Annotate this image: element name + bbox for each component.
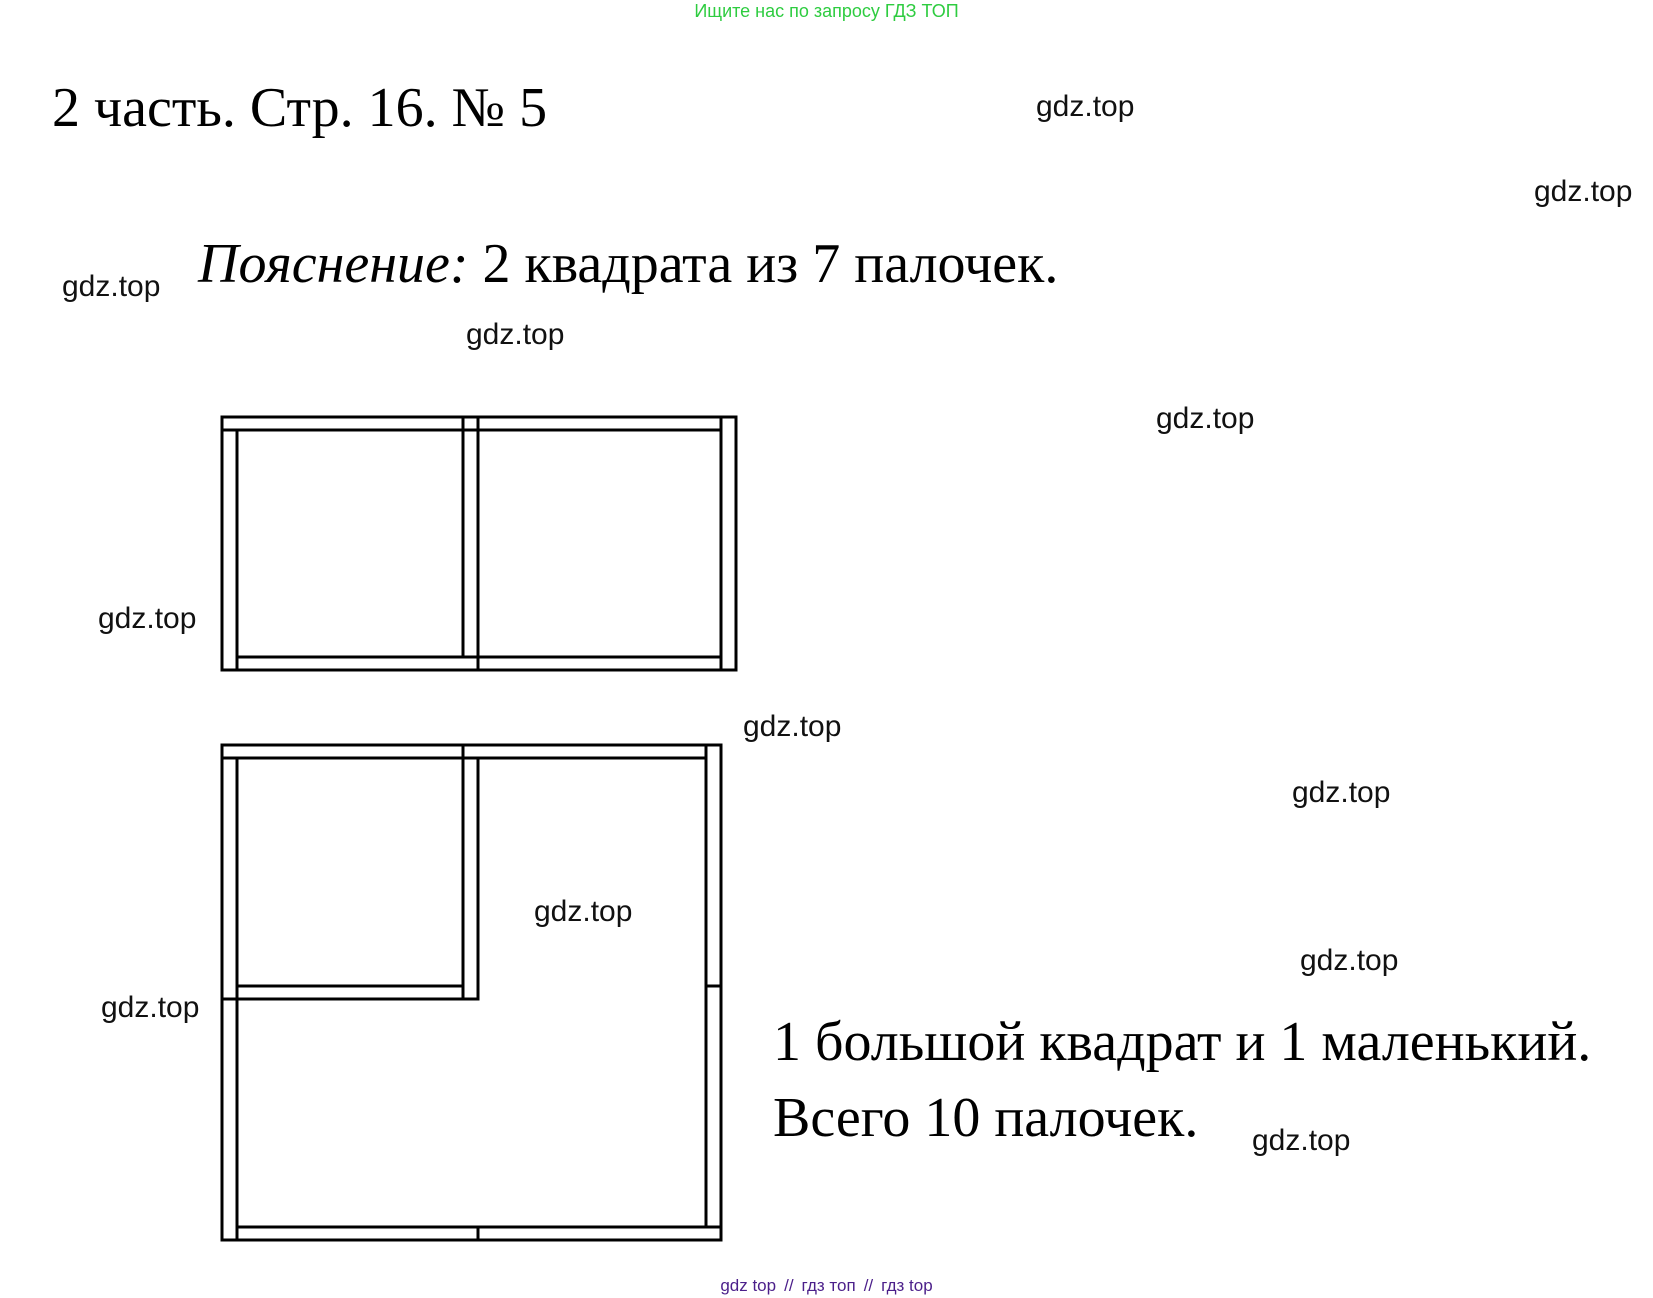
stick — [478, 1227, 721, 1240]
watermark: gdz.top — [1036, 90, 1135, 123]
explanation-text: 2 квадрата из 7 палочек. — [482, 233, 1059, 295]
explanation-label: Пояснение: — [198, 233, 469, 295]
top-banner: Ищите нас по запросу ГДЗ ТОП — [694, 1, 959, 21]
watermark: gdz.top — [466, 318, 565, 351]
footer-separator: // — [784, 1276, 794, 1295]
watermark: gdz.top — [98, 602, 197, 635]
watermark: gdz.top — [743, 710, 842, 743]
answer-line-1: 1 большой квадрат и 1 маленький. — [773, 1011, 1592, 1073]
stick — [222, 999, 237, 1240]
stick — [222, 745, 463, 758]
footer-links — [0, 1276, 1653, 1296]
watermark: gdz.top — [1252, 1124, 1351, 1157]
stick — [237, 986, 463, 999]
stick — [463, 745, 706, 758]
watermark: gdz.top — [1292, 776, 1391, 809]
answer-line-2: Всего 10 палочек. — [773, 1087, 1199, 1149]
footer-link[interactable]: gdz top — [720, 1276, 777, 1295]
answer — [773, 1004, 1591, 1156]
stick — [463, 758, 478, 999]
watermark: gdz.top — [534, 895, 633, 928]
stick — [706, 986, 721, 1227]
footer-link[interactable]: гдз top — [881, 1276, 933, 1295]
page-title: 2 часть. Стр. 16. № 5 — [52, 77, 548, 139]
footer-link[interactable]: гдз топ — [801, 1276, 856, 1295]
stick — [222, 758, 237, 999]
watermark: gdz.top — [1534, 175, 1633, 208]
stick — [237, 1227, 478, 1240]
stick — [706, 745, 721, 986]
watermark: gdz.top — [1156, 402, 1255, 435]
watermark: gdz.top — [1300, 944, 1399, 977]
watermark: gdz.top — [101, 991, 200, 1024]
footer-separator: // — [863, 1276, 874, 1295]
watermark: gdz.top — [62, 270, 161, 303]
